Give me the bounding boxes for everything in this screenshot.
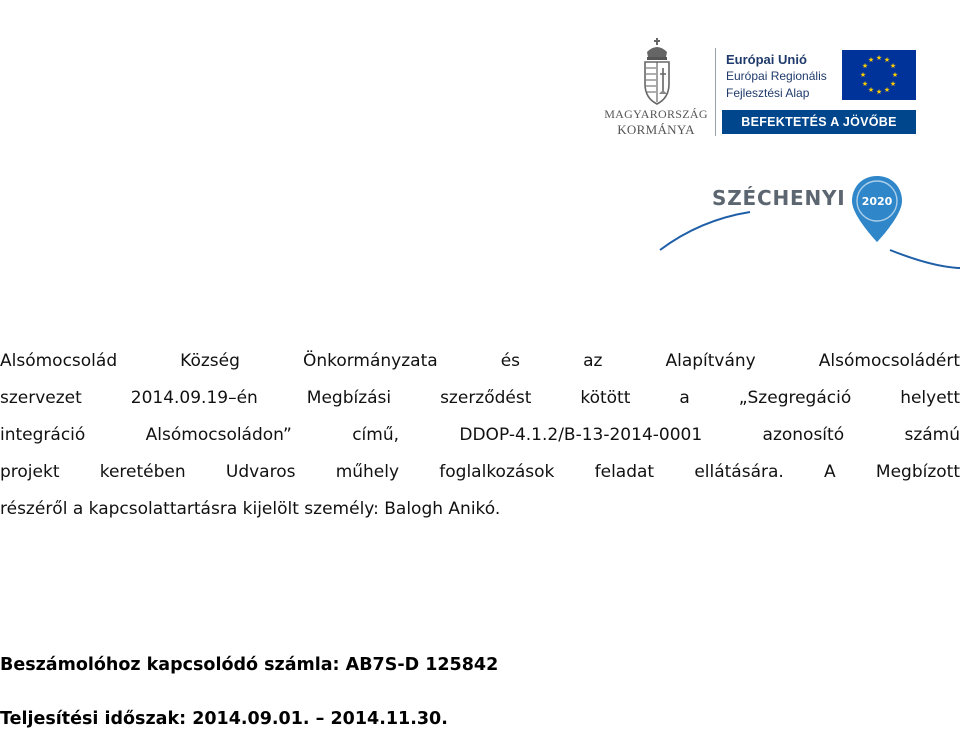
main-paragraph xyxy=(0,343,960,528)
paragraph-line: integráció Alsómocsoládon” című, DDOP-4.1.2/B-13-2014-0001 azonosító számú xyxy=(0,425,960,445)
invoice-reference: Beszámolóhoz kapcsolódó számla: AB7S-D 125842 xyxy=(0,655,499,675)
eu-fund-line1: Európai Regionális xyxy=(726,69,827,83)
svg-text:★: ★ xyxy=(867,56,875,64)
paragraph-line: részéről a kapcsolattartásra kijelölt személy: Balogh Anikó. xyxy=(0,499,501,519)
svg-text:★: ★ xyxy=(891,71,899,79)
paragraph-line: szervezet 2014.09.19–én Megbízási szerződést kötött a „Szegregáció helyett xyxy=(0,388,960,408)
svg-text:★: ★ xyxy=(883,86,891,94)
svg-text:★: ★ xyxy=(889,62,897,70)
government-name-line2: KORMÁNYA xyxy=(617,122,695,137)
svg-text:★: ★ xyxy=(875,54,883,62)
szechenyi-name: SZÉCHENYI xyxy=(712,186,846,210)
svg-text:★: ★ xyxy=(883,56,891,64)
eu-name: Európai Unió xyxy=(726,52,807,67)
government-name-line1: MAGYARORSZÁG xyxy=(604,107,708,121)
svg-text:★: ★ xyxy=(861,62,869,70)
svg-text:★: ★ xyxy=(889,80,897,88)
svg-text:★: ★ xyxy=(867,86,875,94)
paragraph-line: Alsómocsolád Község Önkormányzata és az Alapítvány Alsómocsoládért xyxy=(0,351,960,371)
szechenyi-2020-pin-icon xyxy=(850,174,904,244)
invest-banner: BEFEKTETÉS A JÖVŐBE xyxy=(722,110,916,134)
performance-period: Teljesítési időszak: 2014.09.01. – 2014.11.30. xyxy=(0,709,448,729)
hungarian-coat-of-arms-icon xyxy=(640,38,674,106)
eu-fund-line2: Fejlesztési Alap xyxy=(726,86,810,100)
paragraph-line: projekt keretében Udvaros műhely foglalkozások feladat ellátására. A Megbízott xyxy=(0,462,960,482)
szechenyi-year: 2020 xyxy=(861,195,893,208)
svg-text:★: ★ xyxy=(859,71,867,79)
svg-text:★: ★ xyxy=(875,88,883,96)
eu-fund-text xyxy=(726,51,827,102)
svg-text:★: ★ xyxy=(861,80,869,88)
eu-flag-icon xyxy=(842,50,916,100)
